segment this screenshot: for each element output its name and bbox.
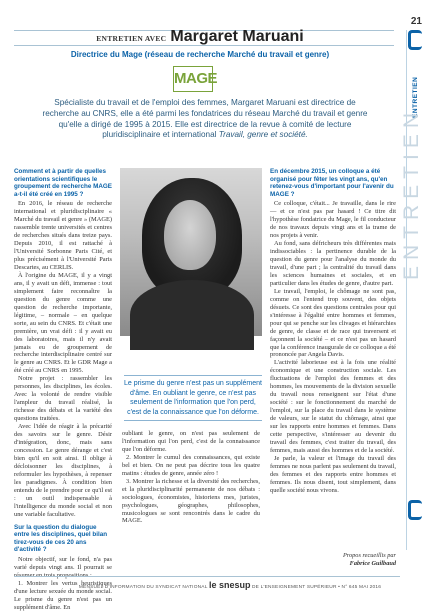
answer-paragraph: Notre objectif, sur le fond, n'a pas varié depuis vingt ans. Il pourrait se	[14, 555, 112, 571]
pull-quote-rule-top	[124, 375, 262, 376]
mage-logo	[173, 66, 217, 92]
answer-paragraph: Au fond, sans défricheurs très différentes mais indissociables : la pertinence durable de la question du genre pour l'analyse du monde du travail, d'une part ; la centralité du travail dans les sciences humaines et sociales, et en particulier dans les études de genre, d'autre part.	[270, 240, 396, 287]
photo-face	[164, 200, 216, 270]
intro-text: Spécialiste du travail et de l'emploi des femmes, Margaret Maruani est directrice de recherche au CNRS, elle a été parmi les fondatrices du réseau Marché du travail et genre qu'elle a dirigé de 1995 à 2015. Elle est directrice de la revue à comité de lecture pluridisciplinaire et international	[42, 98, 368, 140]
page-number: 21	[410, 16, 422, 27]
photo-body	[130, 280, 254, 350]
column-middle	[122, 430, 260, 525]
mage-logo-text: MAGE	[174, 70, 217, 87]
byline-intro: Propos recueillis par	[342, 552, 396, 559]
question-1: Comment et à partir de quelles orientations scientifiques le groupement de recherche MAGE a-t-il été créé en 1995 ?	[14, 168, 112, 198]
column-left	[14, 168, 112, 612]
intro-journal-title: Travail, genre et société.	[218, 130, 308, 140]
footer-left-text: MENSUEL D'INFORMATION DU SYNDICAT NATIONAL	[78, 585, 208, 590]
question-2: Sur la question du dialogue entre les disciplines, quel bilan tirez-vous de ces 20 ans d'activité ?	[14, 523, 108, 554]
answer-paragraph: oubliant le genre, on n'est pas seulement de l'information qui l'on perd, c'est de la connaissance que l'on déforme.	[122, 430, 260, 453]
header-rule-bottom	[14, 45, 394, 46]
page-footer	[60, 580, 400, 590]
answer-paragraph: 1. Montrer les vertus heuristiques d'une lecture sexuée du monde social. Le prisme du genre n'est pas un supplément d'âme. En	[14, 579, 112, 611]
intro-paragraph	[40, 98, 370, 141]
footer-right-text: DE L'ENSEIGNEMENT SUPÉRIEUR • N° 645 MAI 2016	[252, 585, 382, 590]
answer-paragraph: Le travail, l'emploi, le chômage ne sont pas, comme on l'entend trop souvent, des objets désuets. Ce sont des questions centrales pour qui s'intéresse à l'égalité entre hommes et femmes, pour qui se penche sur les clivages et hiérarchies de genre, de classe et de race qui traversent et façonnent la société – et ce n'est pas un hasard que la conférence inaugurale de ce colloque a été prononcée par Angela Davis.	[270, 287, 396, 359]
pull-quote-rule-bottom	[124, 420, 262, 421]
sidebar-bracket-top	[408, 30, 422, 50]
footer-rule	[14, 576, 400, 577]
section-label-large	[400, 106, 426, 280]
answer-paragraph: Je parle, la valeur et l'image du travail des femmes ne nous parlent pas seulement du travail, des femmes et des rapports entre hommes et femmes. Ils nous disent, tout simplement, dans quelle société nous vivons.	[270, 454, 396, 494]
answer-paragraph: À l'origine du MAGE, il y a vingt ans, il y avait un défi, immense : tout simplement faire reconnaître la question du genre comme une question de recherche importante, légitime, – normale – en quelque sorte, au sein du CNRS. Et c'était une première, un vrai défi : il y avait eu des laboratoires, mais il n'y avait jamais eu de groupement de recherche interdisciplinaire centré sur le genre au CNRS. Et le GDR Mage a été créé au CNRS en 1995.	[14, 271, 112, 375]
byline-author: Fabrice Guilbaud	[349, 560, 396, 567]
title-prefix: ENTRETIEN AVEC	[96, 34, 167, 43]
section-label-large-text: ENTRETIEN	[400, 106, 423, 280]
article-title	[0, 28, 400, 46]
interviewee-photo	[120, 168, 262, 336]
answer-paragraph: En 2016, le réseau de recherche international et pluridisciplinaire « Marché du travail et genre » (MAGE) rassemble trente universités et centres de recherches situés dans treize pays. Depuis 2010, il est rattaché à l'Université Sorbonne Paris Cité, et plus précisément à l'Université Paris Descartes, au CERLIS.	[14, 200, 112, 271]
answer-paragraph: Avec l'idée de réagir à la précarité des savoirs sur le genre. Désir d'intégration, donc, mais sans concession. Le genre dérange et c'est bien qu'il en soit ainsi. Il oblige à décloisonner les disciplines, à reformuler les hypothèses, à repenser les paradigmes. À condition bien entendu de le prendre pour ce qu'il est : un outil indispensable à l'intelligence du monde social et non une variable facultative.	[14, 423, 112, 518]
sidebar-bracket-bottom	[408, 500, 422, 520]
pull-quote	[124, 372, 262, 424]
answer-paragraph: Ce colloque, c'était... Je travaille, dans le rire — et ce n'est pas par hasard ! Ce titre dit l'hypothèse fondatrice du Mage, le fil conducteur de nos travaux depuis vingt ans et la trame de nos projets à venir.	[270, 200, 396, 240]
answer-paragraph: 3. Montrer la richesse et la diversité des recherches, et la pluridisciplinarité permanente de nos débats : sociologues, économistes, historiens mes, juristes, psychologues, géographes, philosophes, musicologues se sont rencontrés dans le cadre du MAGE.	[122, 477, 260, 525]
answer-paragraph: L'activité laborieuse est à la fois une réalité économique et une construction sociale. Les fluctuations de l'emploi des femmes et des hommes, les mouvements de la division sexuelle du travail nous renseignent sur l'état d'une société : sur le fonctionnement du marché de l'emploi, sur la place du travail dans le système de valeurs, sur le statut du chômage, ainsi que sur les rapports entre hommes et femmes. Dans cette perspective, s'intéresser au devenir du travail des femmes, c'est traiter du travail, des femmes, mais aussi des hommes et de la société.	[270, 359, 396, 454]
question-3: En décembre 2015, un colloque a été organisé pour fêter les vingt ans, qu'en retenez-vous d'important pour l'avenir du MAGE ?	[270, 168, 394, 198]
interviewee-name: Margaret Maruani	[170, 28, 304, 45]
section-label-small-text: ENTRETIEN	[412, 76, 419, 118]
column-right	[270, 168, 396, 495]
pull-quote-text: Le prisme du genre n'est pas un supplément d'âme. En oubliant le genre, ce n'est pas seulement de l'information que l'on perd, c'est de la connaissance que l'on déforme.	[124, 380, 262, 416]
answer-paragraph: Notre projet : rassembler les personnes, les disciplines, les écoles. Avec la volonté de rendre visible l'ampleur du travail réalisé, la richesse des débats et la variété des questions traitées.	[14, 375, 112, 423]
footer-brand: le snesup	[208, 580, 251, 590]
article-subtitle: Directrice du Mage (réseau de recherche Marché du travail et genre)	[70, 50, 330, 59]
byline	[300, 552, 396, 568]
answer-paragraph: 2. Montrer le cumul des connaissances, qui existe bel et bien. On ne peut pas décrire tous les quatre matins : études de genre, année zéro !	[122, 453, 260, 477]
